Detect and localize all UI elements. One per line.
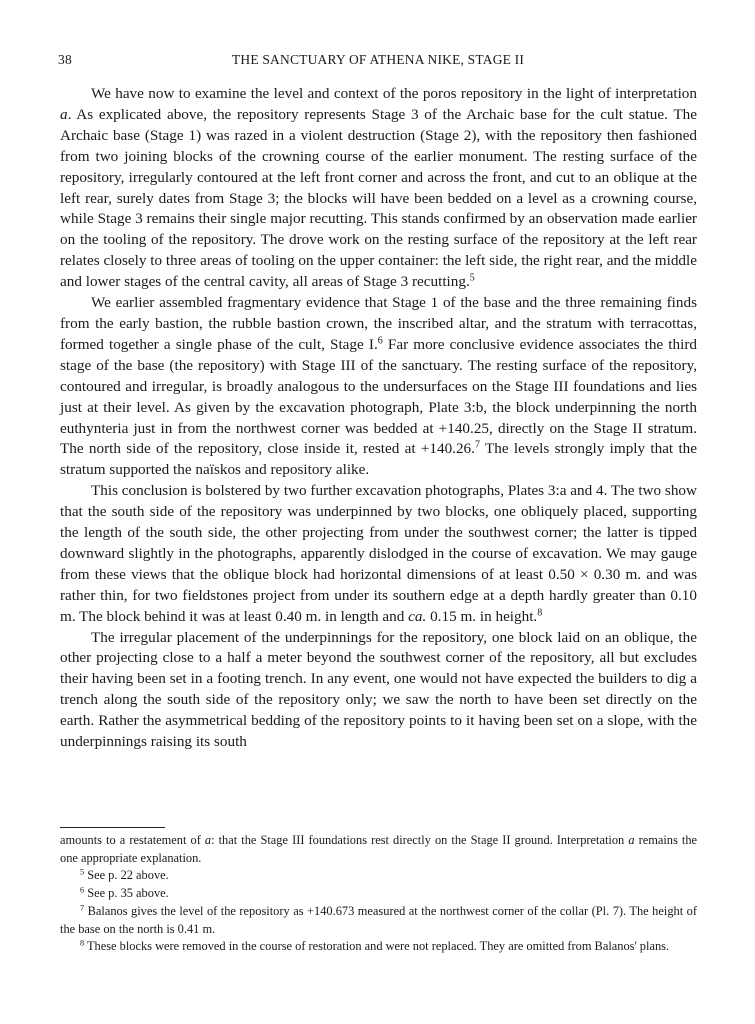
running-title: THE SANCTUARY OF ATHENA NIKE, STAGE II xyxy=(231,52,525,67)
footnote-5: $^5$ See p. 22 above. xyxy=(80,867,169,883)
footnote-number: 5 xyxy=(80,867,85,877)
paragraph-4: The irregular placement of the underpinnings for the repository, one block laid on an oblique, the other projecting close to a half a meter beyond the southwest corner of the repository, all but excludes their having been set in a footing trench. In any event, one would not have expected the builders to dig a trench along the south side of the repository only; we saw the north to have been set directly on the earth. Rather the asymmetrical bedding of the repository points to it having been set on a slope, with the underpinnings raising its south xyxy=(60,628,697,751)
paragraph-2: We earlier assembled fragmentary evidence that Stage 1 of the base and the three remaining finds from the early bastion, the rubble bastion crown, the inscribed altar, and the stratum with terracottas, formed together a single phase of the cult, Stage I.$^6$ Far more conclusive evidence associates the third stage of the base (the repository) with Stage III of the sanctuary. The resting surface of the repository, contoured and irregular, is broadly analogous to the undersurfaces on the Stage III foundations and lies just at their level. As given by the excavation photograph, Plate 3:b, the block underpinning the north euthynteria just in from the northwest corner was bedded at +140.25, directly on the Stage II stratum. The north side of the repository, close inside it, rested at +140.26.$^7$ The levels strongly imply that the stratum supported the naïskos and repository alike. xyxy=(60,294,697,479)
footnote-carryover: amounts to a restatement of a: that the Stage III foundations rest directly on the Stage II ground. Interpretation a remains the one appropriate explanation. xyxy=(60,833,698,865)
footnote-8: $^8$ These blocks were removed in the course of restoration and were not replaced. They are omitted from Balanos' plans. xyxy=(80,938,670,954)
footnote-ref-6[interactable]: 6 xyxy=(377,335,383,347)
footnote-number: 6 xyxy=(80,885,85,895)
footnote-number: 8 xyxy=(80,938,85,948)
footnote-6: $^6$ See p. 35 above. xyxy=(80,885,169,901)
paragraph-1: We have now to examine the level and context of the poros repository in the light of interpretation a. As explicated above, the repository represents Stage 3 of the Archaic base for the cult statue. The Archaic base (Stage 1) was razed in a violent destruction (Stage 2), with the repository then fashioned from two joining blocks of the crowning course of the earlier monument. The resting surface of the repository, irregularly contoured at the left front corner and across the front, and cut to an oblique at the left rear, surely dates from Stage 3; the blocks will have been bedded on a level as a crowning course, while Stage 3 remains their single major recutting. This stands confirmed by an observation made earlier on the tooling of the repository. The drove work on the resting surface of the repository at the left rear relates closely to three areas of tooling on the upper container: the left side, the right rear, and the middle and lower stages of the central cavity, all areas of Stage 3 recutting.$^5$ xyxy=(60,85,697,291)
footnote-separator xyxy=(60,827,165,828)
footnote-ref-8[interactable]: 8 xyxy=(537,607,543,619)
footnotes xyxy=(60,832,697,956)
footnote-7: $^7$ Balanos gives the level of the repository as +140.673 measured at the northwest corner of the collar (Pl. 7). The height of the base on the north is 0.41 m. xyxy=(60,903,697,936)
running-header xyxy=(58,52,698,72)
page-number: 38 xyxy=(58,52,72,67)
main-text xyxy=(60,84,697,753)
footnote-ref-7[interactable]: 7 xyxy=(474,439,480,451)
paragraph-3: This conclusion is bolstered by two further excavation photographs, Plates 3:a and 4. The two show that the south side of the repository was underpinned by two blocks, one obliquely placed, supporting the length of the south side, the other projecting from under the southwest corner; the latter is tipped downward slightly in the photographs, apparently dislodged in the course of excavation. We may gauge from these views that the oblique block had horizontal dimensions of at least 0.50 × 0.30 m. and was rather thin, for two fieldstones project from under its southern edge at a depth hardly greater than 0.10 m. The block behind it was at least 0.40 m. in length and ca. 0.15 m. in height.$^8$ xyxy=(60,482,697,625)
footnote-number: 7 xyxy=(80,903,85,913)
footnote-ref-5[interactable]: 5 xyxy=(469,272,475,284)
